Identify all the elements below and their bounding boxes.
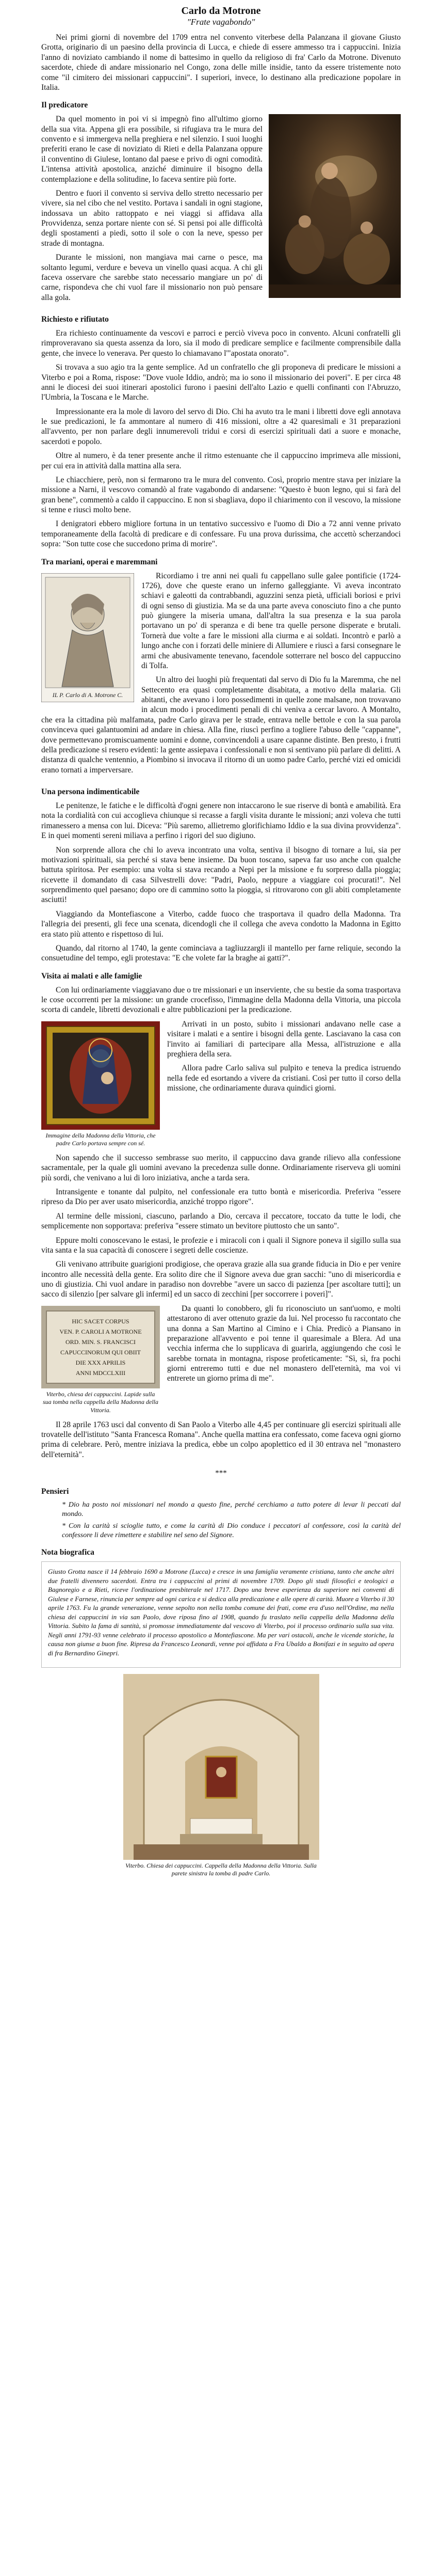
- section-paragraph: Ricordiamo i tre anni nei quali fu cappellano sulle galee pontificie (1724-1726), dove che queste erano un inferno galleggiante. Vi aveva incontrato schiavi e galeotti da contrabbandi, aguzzini senza pietà, ufficiali boriosi e privi di ogni senso di giustizia. Ma se da una parte aveva conosciuto fino a che punto può giungere la miseria umana, dall'altra la sua presenza e la sua parola portavano un po' di speranza e di bene tra quelle persone disperate e brutali. Tornerà due volte a fare le missioni alla ciurma e ai soldati. Incontrò e parlò a lungo anche con i forzati delle miniere di Allumiere e riuscì a farsi consegnare le armi che abusivamente tenevano, facendole sotterrare nel bosco del cappuccino di Tolfa.: [141, 571, 401, 670]
- painting-image: [269, 114, 401, 298]
- section-paragraph: Arrivati in un posto, subito i missionari andavano nelle case a visitare i malati e a sentire i bisogni della gente. Lasciavano la casa con l'invito ai familiari di partecipare alla Messa, all'istruzione e alla preghiera della sera.: [167, 1019, 401, 1058]
- section-paragraph: Durante le missioni, non mangiava mai carne o pesce, ma soltanto legumi, verdure e beveva un vinello quasi acqua. A chi gli faceva osservare che sarebbe stato necessario mangiare un po' di carne, rispondeva che chi vuol fare il missionario non può pensare alla gola.: [41, 253, 263, 302]
- section-paragraph: Eppure molti conoscevano le estasi, le profezie e i miracoli con i quali il Signore poneva il sigillo sulla sua vita santa e la sua capacità di conoscere i segreti delle coscienze.: [41, 1236, 401, 1255]
- article: [0, 5, 442, 1878]
- section-heading: Tra mariani, operai e maremmani: [41, 557, 158, 566]
- pensieri-list: [41, 1500, 401, 1540]
- page-subtitle: "Frate vagabondo": [187, 17, 255, 27]
- section-paragraph: Gli venivano attribuite guarigioni prodigiose, che operava grazie alla sua grande fiducia in Dio e per venire incontro alle necessità della gente. Era solito dire che il Signore aveva due gran sacchi: "uno di misericordia e uno di giustizia. Chi vuol andare in paradiso non dovrebbe "avere un sacco di pazienza [per ascoltare tutti]; un sacco di silenzio [per salvare gli infermi] ed un sacco di zecchini [per soccorrere i poveri]".: [41, 1260, 401, 1299]
- tomb-figure: [41, 1306, 160, 1417]
- page-title: Carlo da Motrone: [181, 5, 261, 17]
- tomb-image: [41, 1306, 160, 1388]
- section-paragraph: Le chiacchiere, però, non si fermarono tra le mura del convento. Così, proprio mentre stava per iniziare la missione a Narni, il vescovo comandò al frate vagabondo di andarsene: "Questo è buon legno, qui si farà del gran bene", commentò a caldo il cappuccino. E non si sbagliava, dopo il chiarimento con il vescovo, la missione si tenne e riuscì molto bene.: [41, 475, 401, 514]
- portrait-figure: [41, 573, 134, 702]
- portrait-image: [41, 573, 134, 702]
- section-paragraph: Allora padre Carlo saliva sul pulpito e teneva la predica istruendo nella fede ed esortando a vivere da cristiani. Così per tutto il corso della missione, che ordinariamente durava quindici giorni.: [167, 1064, 401, 1093]
- separator: ***: [215, 1469, 227, 1478]
- tomb-line: HIC SACET CORPUS: [72, 1317, 129, 1325]
- chapel-figure: [123, 1674, 319, 1878]
- chapel-image: [123, 1674, 319, 1860]
- tomb-line: VEN. P. CAROLI A MOTRONE: [59, 1327, 142, 1335]
- section-paragraph: Quando, dal ritorno al 1740, la gente cominciava a tagliuzzargli il mantello per farne reliquie, secondo la consuetudine del tempo, egli protestava: "E che volete far la braghe ai gatti?".: [41, 943, 401, 963]
- pensieri-heading: Pensieri: [41, 1487, 69, 1496]
- tomb-caption: Viterbo, chiesa dei cappuccini. Lapide sulla sua tomba nella cappella della Madonna della Vittoria.: [43, 1390, 158, 1414]
- tomb-line: ORD. MIN. S. FRANCISCI: [65, 1338, 136, 1346]
- tomb-line: DIE XXX APRILIS: [75, 1358, 126, 1366]
- intro-paragraph: Nei primi giorni di novembre del 1709 entra nel convento viterbese della Palanzana il giovane Giusto Grotta, originario di un paesino della provincia di Lucca, e chiede di essere ammesso tra i cappuccini. Inizia l'anno di noviziato cambiando il nome di battesimo in quello da religioso di fra' Carlo da Motrone. Divenuto sacerdote, chiede di andare missionario nel Congo, zona delle mille insidie, tanto da essere tristemente noto come "il cimitero dei missionari cappuccini". I superiori, invece, lo destinano alla predicazione popolare in Italia.: [41, 33, 401, 92]
- section-paragraph: Un altro dei luoghi più frequentati dal servo di Dio fu la Maremma, che nel Settecento era quasi completamente disabitata, a motivo della malaria. Gli abitanti, che avevano i loro possedimenti in quelle zone malsane, non trovavano in alcun modo i procedimenti penali di chi veniva a cercar lavoro. A Montalto, che era la cittadina più malfamata, padre Carlo girava per le strade, entrava nelle bettole e con la sua parola convinceva quei galantuomini ad andare in chiesa. Alla fine, riuscì perfino a togliere l'abuso delle "cappanne", dove permettevano promiscuamente uomini e donne, convincendoli a usare capanne distinte. Ben presto, i frutti della predicazione si resero evidenti: la gente assiepava i confessionali e non si sentivano più parlare di delitti. A distanza di qualche ventennio, a Piombino si invocava il ritorno di un uomo padre Carlo, perché vizi ed omicidi erano tornati a imperversare.: [41, 675, 401, 775]
- section-paragraph: Non sorprende allora che chi lo aveva incontrato una volta, sentiva il bisogno di tornare a lui, sia per motivazioni spirituali, sia perché si stava bene insieme. Da buon toscano, sapeva far uso anche con qualche battuta spiritosa. Per esempio: una volta si stava recando a Nepi per la missione e fu sorpreso dalla pioggia; ricevette il domandato di casa Silvestrelli dove: "Padri, Paolo, neppure a viaggiare coi procurati!". Nel sorprendimento quel paesano; dopo ore di cammino sotto la pioggia, si ritrovarono con gli abiti completamente asciutti!: [41, 845, 401, 905]
- section-paragraph: Era richiesto continuamente da vescovi e parroci e perciò viveva poco in convento. Alcuni confratelli gli rimproveravano sia questa assenza da loro, sia il modo di predicare semplice e facilmente comprensibile dalla gente, che invece lo venerava. Per questo lo chiamavano l'"apostata onorato".: [41, 329, 401, 358]
- section-paragraph: Oltre al numero, è da tener presente anche il ritmo estenuante che il cappuccino imprimeva alle missioni, per cui era in attività dalla mattina alla sera.: [41, 451, 401, 470]
- section-paragraph: Da quanti lo conobbero, gli fu riconosciuto un sant'uomo, e molti attestarono di aver ottenuto grazie da lui. Nel processo fu raccontato che una donna a San Martino al Cimino e i Chia. Predicò a Piansano in preparazione all'avvento e poi tenne il quaresimale a Blera. Ad una vecchia inferma che lo supplicava di guarirla, aggiungendo che così le sarebbe tornata in montagna, rispose profeticamente: "Sì, sì, fra pochi giorni entreremo tutti e due nel monastero dell'eternità, ma voi vi entrerete un giorno prima di me".: [167, 1304, 401, 1383]
- pensieri-item: * Dio ha posto noi missionari nel mondo a questo fine, perché cerchiamo a tutto potere di levar li peccati dal mondo.: [62, 1501, 401, 1518]
- section-paragraph: Le penitenze, le fatiche e le difficoltà d'ogni genere non intaccarono le sue riserve di bontà e amabilità. Era nota la cordialità con cui accoglieva chiunque si recasse a fargli visita durante le missioni; anzi voleva che tutti rimanessero a mensa con lui. Diceva: "Più saremo, allietremo glorifichiamo Iddio e la sua divina provvidenza". E in quei momenti sereni miliava a perfino i rigori del suo digiuno.: [41, 801, 401, 841]
- section-paragraph: Al termine delle missioni, ciascuno, parlando a Dio, cercava il peccatore, toccato da tutte le lodi, che semplicemente non sopportava: preferiva "essere stimato un bevitore piuttosto che un santo".: [41, 1211, 401, 1231]
- nota-heading: Nota biografica: [41, 1548, 94, 1557]
- section-paragraph: Intransigente e tonante dal pulpito, nel confessionale era tutto bontà e misericordia. Preferiva "essere ripreso da Dio per aver usato misericordia, anziché troppo rigore".: [41, 1188, 401, 1207]
- section-paragraph: Non sapendo che il successo sembrasse suo merito, il cappuccino dava grande rilievo alla confessione sacramentale, per la quale gli uomini avevano la precedenza sulle donne. Ordinariamente riserveva gli uomini più sordi, che venivano a lui di loro iniziativa, anche a tarda sera.: [41, 1153, 401, 1182]
- nota-text: Giusto Grotta nasce il 14 febbraio 1690 a Motrone (Lucca) e cresce in una famiglia veramente cristiana, tanto che anche altri due fratelli divennero sacerdoti. Entra tra i cappuccini al primi di novembre 1709. Dopo gli studi filosofici e teologici a Bagnoregio e a Rieti, riceve l'ordinazione presbiterale nel 1717. Dopo una breve esperienza da superiore nei conventi di Giulese e Farnese, rinuncia per sempre ad ogni carica e si dedica alla predicazione e alle opere di carità. Muore a Viterbo il 30 aprile 1763. Fu la grande venerazione, venne sepolto non nella tomba comune dei frati, come era d'uso nell'Ordine, ma nella chiesa dei cappuccini in via san Paolo, dove riposa fino al 1908, quando fu traslato nella cappella della Madonna della Vittoria. Subito la fama di santità, si promosse immediatamente dal vescovo di Viterbo, poi il processo ordinario sulla sua vita. Negli anni 1791-93 venne celebrato il processo apostolico a Montefiascone. Ma per vari ostacoli, anche le vicende storiche, la causa non giunse a buon fine. Ripresa da Francesco Leonardi, venne poi affidata a Fra Ubaldo a Bonifazi e in seguito ad opera di fra Bernardino Ginepri.: [48, 1568, 394, 1657]
- tomb-line: ANNI MDCCLXIII: [75, 1369, 126, 1377]
- madonna-caption: Immagine della Madonna della Vittoria, che padre Carlo portava sempre con sé.: [45, 1131, 156, 1147]
- section-paragraph: Da quel momento in poi vi si impegnò fino all'ultimo giorno della sua vita. Appena gli era possibile, si rifugiava tra le mura del convento e si immergeva nella preghiera e nel silenzio. I suoi luoghi preferiti erano le case di noviziato di Rieti e della Palanzana oppure il conventino di Giulese, lontano dal paese e privo di ogni comodità. L'intensa attività apostolica, anziché diminuire il bisogno della contemplazione e della solitudine, lo faceva sentire più forte.: [41, 115, 263, 184]
- portrait-inscription: IL P. Carlo di A. Motrone C.: [52, 691, 123, 699]
- section-paragraph: Il 28 aprile 1763 usci dal convento di San Paolo a Viterbo alle 4,45 per continuare gli esercizi spirituali alle trovatelle dell'istituto "Santa Francesca Romana". Anche quella mattina era confessato, come faceva ogni giorno prima di celebrare. Però, mentre iniziava la predica, ebbe un colpo apoplettico ed il 30 entrava nel "monastero dell'eternità".: [41, 1420, 401, 1459]
- section-paragraph: I denigratori ebbero migliore fortuna in un tentativo successivo e l'uomo di Dio a 72 anni venne privato temporaneamente della facoltà di predicare e di confessare. Fu una prova durissima, che accettò scherzandoci sopra: "Son tutte cose che succedono prima di morire".: [41, 519, 401, 549]
- painting-figure: [269, 114, 401, 298]
- section-paragraph: Si trovava a suo agio tra la gente semplice. Ad un confratello che gli proponeva di predicare le missioni a Viterbo e poi a Roma, rispose: "Dove vuole Iddio, andrò; ma io sono il missionario dei poveri". E per circa 48 anni le diocesi dei suoi itinerari apostolici furono i paesini dell'alto Lazio e quelli confinanti con l'Abruzzo, l'Umbria, la Toscana e le Marche.: [41, 363, 401, 402]
- section-paragraph: Impressionante era la mole di lavoro del servo di Dio. Chi ha avuto tra le mani i libretti dove egli annotava le sue predicazioni, le fa ammontare al numero di 416 missioni, oltre a 42 quaresimali e 31 preparazioni all'avvento, per non parlare degli innumerevoli tridui e corsi di esercizi spirituali dati a suore e monache, sacerdoti e popolo.: [41, 407, 401, 446]
- madonna-image: [41, 1021, 160, 1130]
- tomb-line: CAPUCCINORUM QUI OBIIT: [60, 1348, 141, 1356]
- section-paragraph: Dentro e fuori il convento si serviva dello stretto necessario per vivere, sia nel cibo che nel vestito. Portava i sandali in ogni stagione, indossava un abito rattoppato e nei viaggi si affidava alla Provvidenza, senza portare niente con sé. Si pensi poi alle difficoltà degli spostamenti a piedi, sotto il sole o con la neve, spesso per strade di montagna.: [41, 188, 263, 248]
- section-paragraph: Viaggiando da Montefiascone a Viterbo, cadde fuoco che trasportava il quadro della Madonna. Tra l'allegria dei presenti, gli fece una scenata, dicendogli che il collega che aveva condotto la Madonna in Egitto era stato più attento e rispettoso di lui.: [41, 909, 401, 939]
- section-paragraph: Con lui ordinariamente viaggiavano due o tre missionari e un inserviente, che su bestie da soma trasportava le cose occorrenti per la missione: un grande crocefisso, l'immagine della Madonna della Vittoria, una piccola scorta di candele, libretti devozionali e altre pubblicazioni per la predicazione.: [41, 985, 401, 1015]
- section-heading: Visita ai malati e alle famiglie: [41, 971, 142, 981]
- section-heading: Una persona indimenticabile: [41, 787, 140, 796]
- chapel-caption: Viterbo. Chiesa dei cappuccini. Cappella della Madonna della Vittoria. Sulla parete sinistra la tomba di padre Carlo.: [125, 1861, 317, 1877]
- section-heading: Il predicatore: [41, 101, 88, 110]
- nota-box: [41, 1561, 401, 1667]
- section-heading: Richiesto e rifiutato: [41, 315, 109, 324]
- pensieri-item: * Con la carità si scioglie tutto, e come la carità di Dio conduce i peccatori al confessore, così la carità del confessore li deve rimettere e stabilire nel seno del Signore.: [62, 1522, 401, 1539]
- madonna-figure: [41, 1021, 160, 1150]
